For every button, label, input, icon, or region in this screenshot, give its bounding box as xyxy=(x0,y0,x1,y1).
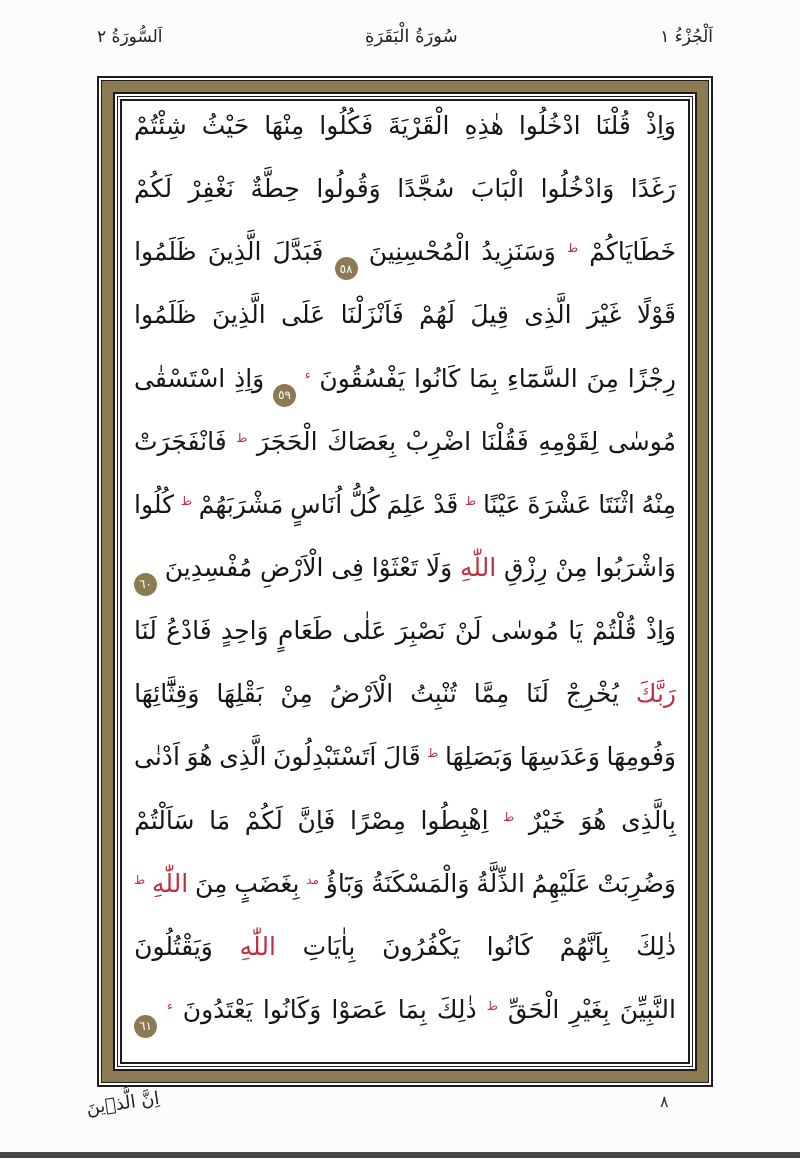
sacred-word: اللّٰهِ xyxy=(151,868,189,898)
word: بِمَا xyxy=(469,363,499,393)
word: عَصَوْا xyxy=(331,994,388,1024)
word: وَلَا xyxy=(425,552,453,582)
page-header xyxy=(97,26,713,47)
frame-line-inner xyxy=(117,96,693,1067)
word: اثْنَتَا xyxy=(598,489,635,519)
mushaf-line xyxy=(134,679,676,742)
word: شِئْتُمْ xyxy=(134,111,187,140)
word: مِنَ xyxy=(195,868,228,898)
word: اسْتَسْقٰى xyxy=(134,363,226,393)
word: يَا xyxy=(568,616,583,646)
word: فَانْفَجَرَتْ xyxy=(134,426,227,456)
word: فَكُلُوا xyxy=(319,111,374,140)
word: مُفْسِدِينَ xyxy=(164,552,253,582)
word: كَانُوا xyxy=(413,363,461,393)
word: مُوسٰى xyxy=(607,426,676,456)
word: كَانُوا xyxy=(486,931,533,961)
word: بِعَصَاكَ xyxy=(327,426,397,456)
pause-mark: ط xyxy=(486,998,498,1013)
word: الْاَرْضِ xyxy=(259,552,324,582)
mushaf-line xyxy=(134,237,676,300)
pause-mark: ء xyxy=(167,998,173,1013)
word: وَفُومِهَا xyxy=(606,742,676,772)
word: لَنْ xyxy=(454,616,482,646)
word: بِالَّذِى xyxy=(621,805,676,835)
word: فَادْعُ xyxy=(166,616,212,646)
word: مِنْ xyxy=(555,552,588,582)
word: اِهْبِطُوا xyxy=(420,805,489,835)
word: الْحَجَرَ xyxy=(256,426,318,456)
word: لَنَا xyxy=(526,679,549,709)
word: غَيْرَ xyxy=(587,300,622,330)
pause-mark: ط xyxy=(465,493,477,508)
verse-number-rosette: ٥٩ xyxy=(273,384,296,407)
frame-tan-band xyxy=(102,81,708,1082)
word: مَا xyxy=(209,805,231,835)
frame-line-outer xyxy=(101,80,709,1083)
word: يَكْفُرُونَ xyxy=(382,931,460,961)
word: قَدْ xyxy=(433,489,459,519)
verse-number-rosette: ٥٨ xyxy=(335,257,358,280)
word: قَالَ xyxy=(382,742,421,772)
word: السَّمَٓاءِ xyxy=(506,363,578,393)
word: اضْرِبْ xyxy=(405,426,472,456)
word: خَيْرٌ xyxy=(528,805,566,835)
word: وَكَانُوا xyxy=(262,994,322,1024)
word: وَاِذْ xyxy=(645,616,676,646)
word: مِنْهَا xyxy=(264,111,305,140)
page-number: ٨ xyxy=(660,1092,669,1111)
mushaf-line xyxy=(134,553,676,616)
word: الَّذِى xyxy=(219,742,267,772)
word: يَفْسُقُونَ xyxy=(319,363,406,393)
word: مِنْهُ xyxy=(641,489,676,519)
surah-title: سُورَةُ الْبَقَرَةِ xyxy=(365,26,458,47)
word: الَّذِينَ xyxy=(211,300,266,330)
word: فِى xyxy=(331,552,364,582)
pause-mark: ط xyxy=(567,241,579,256)
word: وَاحِدٍ xyxy=(221,616,269,646)
word: تَعْثَوْا xyxy=(371,552,419,582)
mushaf-line xyxy=(134,300,676,363)
mushaf-line xyxy=(134,806,676,869)
word: بِاٰيَاتِ xyxy=(302,931,356,961)
word: وَادْخُلُوا xyxy=(540,174,615,204)
pause-mark: ط xyxy=(427,746,439,761)
mushaf-line xyxy=(134,427,676,490)
word: الْبَابَ xyxy=(470,174,525,204)
word: فَاَنْزَلْنَا xyxy=(340,300,404,330)
word: الْحَقِّ xyxy=(507,994,560,1024)
word: مَشْرَبَهُمْ xyxy=(198,489,284,519)
mushaf-line xyxy=(134,174,676,237)
pause-mark: ء xyxy=(304,367,311,382)
sacred-word: اللّٰهِ xyxy=(459,552,497,582)
word: الذِّلَّةُ xyxy=(476,868,525,898)
word: عَلَى xyxy=(281,300,326,330)
word: عَلٰى xyxy=(342,616,387,646)
word: عَشْرَةَ xyxy=(527,489,592,519)
text-panel xyxy=(120,99,690,1064)
screen-bottom-edge xyxy=(0,1152,800,1158)
word: مِنَ xyxy=(586,363,619,393)
word: الْقَرْيَةَ xyxy=(388,111,450,140)
word: نَصْبِرَ xyxy=(395,616,446,646)
mushaf-line xyxy=(134,364,676,427)
word: هٰذِهِ xyxy=(464,111,504,140)
word: الْاَرْضُ xyxy=(329,679,394,709)
catchword: اِنَّ الَّذ۪ينَ xyxy=(85,1087,161,1119)
word: هُوَ xyxy=(580,805,607,835)
word: لِقَوْمِهِ xyxy=(538,426,599,456)
mushaf-line xyxy=(134,869,676,932)
word: الَّذِى xyxy=(524,300,572,330)
word: مِنْ xyxy=(280,679,313,709)
word: قُلْتُمْ xyxy=(592,616,637,646)
word: الْمُحْسِنِينَ xyxy=(368,237,471,267)
word: اَدْنٰى xyxy=(134,742,180,772)
word: سَاَلْتُمْ xyxy=(134,805,195,835)
word: عَيْنًا xyxy=(482,489,521,519)
juz-label: اَلْجُزْءُ ١ xyxy=(660,27,713,47)
mushaf-lines xyxy=(134,111,676,1058)
word: ظَلَمُوا xyxy=(134,237,197,267)
word: وَالْمَسْكَنَةُ xyxy=(371,868,470,898)
word: قُلْنَا xyxy=(595,111,631,140)
word: عَلَيْهِمُ xyxy=(531,868,591,898)
word: يُخْرِجْ xyxy=(565,679,619,709)
word: النَّبِيِّنَ xyxy=(619,994,676,1024)
word: وَعَدَسِهَا xyxy=(519,742,600,772)
word: رَغَدًا xyxy=(630,174,676,204)
word: فَبَدَّلَ xyxy=(272,237,324,267)
word: لَكُمْ xyxy=(244,805,283,835)
mushaf-line xyxy=(134,932,676,995)
word: كُلُّ xyxy=(348,489,380,519)
word: رِجْزًا xyxy=(627,363,676,393)
word: خَطَايَاكُمْ xyxy=(589,237,676,267)
word: وَاشْرَبُوا xyxy=(595,552,676,582)
word: مُوسٰى xyxy=(490,616,559,646)
word: حَيْثُ xyxy=(201,111,250,140)
word: بِمَا xyxy=(397,994,427,1024)
word: مِصْرًا xyxy=(350,805,406,835)
word: فَاِنَّ xyxy=(297,805,336,835)
word: وَضُرِبَتْ xyxy=(597,868,676,898)
word: هُوَ xyxy=(186,742,213,772)
word: طَعَامٍ xyxy=(277,616,333,646)
verse-number-rosette: ٦١ xyxy=(134,1015,157,1038)
word: ذٰلِكَ xyxy=(636,931,676,961)
word: ادْخُلُوا xyxy=(518,111,581,140)
word: فَقُلْنَا xyxy=(480,426,529,456)
pause-mark: ط xyxy=(134,872,146,887)
word: بَقْلِهَا xyxy=(216,679,264,709)
word: قَوْلًا xyxy=(636,300,676,330)
word: يَعْتَدُونَ xyxy=(182,994,253,1024)
mushaf-line xyxy=(134,742,676,805)
verse-number-rosette: ٦٠ xyxy=(134,573,157,596)
word: اُنَاسٍ xyxy=(290,489,343,519)
word: ذٰلِكَ xyxy=(436,994,477,1024)
word: وَسَنَزِيدُ xyxy=(481,237,556,267)
word: ظَلَمُوا xyxy=(134,300,197,330)
mushaf-line xyxy=(134,616,676,679)
mushaf-line xyxy=(134,995,676,1058)
word: لَكُمْ xyxy=(134,174,173,204)
word: لَنَا xyxy=(134,616,157,646)
word: وَبَصَلِهَا xyxy=(444,742,514,772)
word: اَتَسْتَبْدِلُونَ xyxy=(273,742,377,772)
word: وَاِذِ xyxy=(234,363,265,393)
sacred-word: اللّٰهِ xyxy=(239,931,276,961)
pause-mark: ط xyxy=(503,809,515,824)
word: وَاِذْ xyxy=(645,111,676,140)
word: وَيَقْتُلُونَ xyxy=(134,931,213,961)
word: لَهُمْ xyxy=(419,300,455,330)
word: رِزْقِ xyxy=(503,552,548,582)
surah-number-label: اَلسُّورَةُ ٢ xyxy=(97,27,163,47)
pause-mark: ط xyxy=(236,430,248,445)
word: نَغْفِرْ xyxy=(188,174,234,204)
ornamental-frame xyxy=(97,76,713,1087)
pause-mark: ط xyxy=(180,493,192,508)
pause-mark: مد xyxy=(306,872,319,887)
word: حِطَّةٌ xyxy=(250,174,300,204)
mushaf-line xyxy=(134,111,676,174)
word: بِغَيْرِ xyxy=(569,994,610,1024)
word: بِاَنَّهُمْ xyxy=(559,931,610,961)
word: تُنْبِتُ xyxy=(410,679,457,709)
word: عَلِمَ xyxy=(386,489,427,519)
word: سُجَّدًا xyxy=(397,174,455,204)
frame-line-mid xyxy=(113,92,697,1071)
word: بِغَضَبٍ xyxy=(234,868,300,898)
word: كُلُوا xyxy=(134,489,175,519)
word: قِيلَ xyxy=(470,300,509,330)
word: مِمَّا xyxy=(473,679,510,709)
word: الَّذِينَ xyxy=(207,237,262,267)
word: وَقِثَّٓائِهَا xyxy=(134,679,200,709)
sacred-word: رَبَّكَ xyxy=(635,679,676,709)
word: وَقُولُوا xyxy=(316,174,381,204)
word: وَبَٓاؤُ xyxy=(325,868,365,898)
mushaf-line xyxy=(134,490,676,553)
